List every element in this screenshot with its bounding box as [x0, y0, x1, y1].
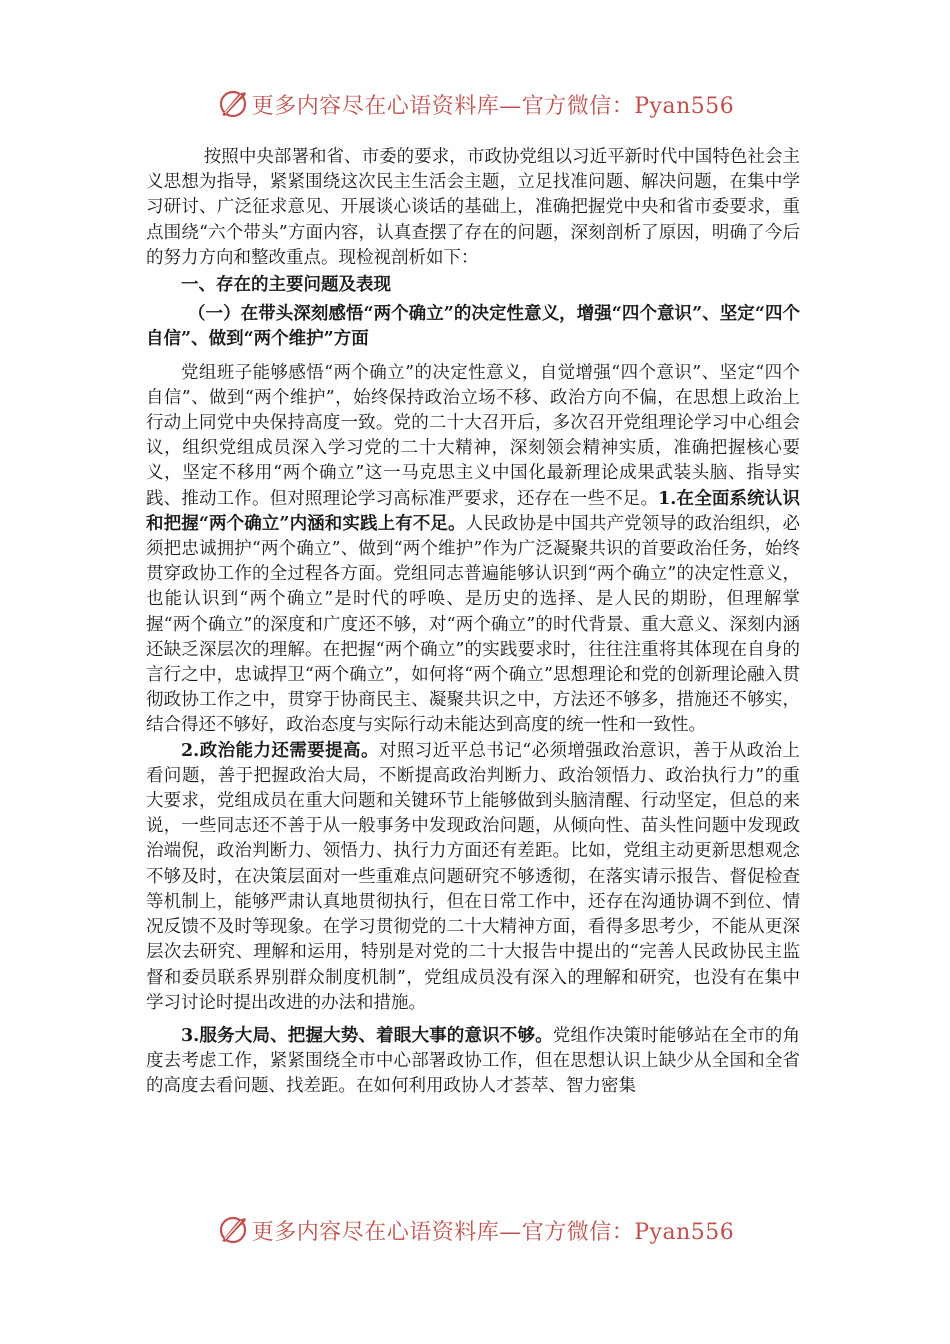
header-banner-text: 更多内容尽在心语资料库—官方微信：Pyan556 — [251, 93, 735, 119]
point-2-title: 2.政治能力还需要提高。 — [181, 740, 379, 761]
paragraph-2-body: 对照习近平总书记“必须增强政治意识，善于从政治上看问题，善于把握政治大局，不断提高政治判断力、政治领悟力、政治执行力”的重大要求，党组成员在重大问题和关键环节上能够做到头脑清醒、行动坚定，但总的来说，一些同志还不善于从一般事务中发现政治问题，从倾向性、苗头性问题中发现政治端倪，政治判断力、领悟力、执行力方面还有差距。比如，党组主动更新思想观念不够及时，在决策层面对一些重难点问题研究不够透彻，在落实请示报告、督促检查等机制上，能够严肃认真地贯彻执行，但在日常工作中，还存在沟通协调不到位、情况反馈不及时等现象。在学习贯彻党的二十大精神方面，看得多思考少，不能从更深层次去研究、理解和运用，特别是对党的二十大报告中提出的“完善人民政协民主监督和委员联系界别群众制度机制”，党组成员没有深入的理解和研究，也没有在集中学习讨论时提出改进的办法和措施。 — [146, 740, 800, 1013]
paragraph-3 — [146, 1024, 800, 1100]
document-body — [146, 145, 800, 1100]
paragraph-2 — [146, 739, 800, 1016]
section-heading: 一、存在的主要问题及表现 — [181, 275, 391, 296]
quill-logo-icon — [216, 87, 250, 121]
point-3-title: 3.服务大局、把握大势、着眼大事的意识不够。 — [181, 1025, 553, 1046]
paragraph-1-body: 人民政协是中国共产党领导的政治组织，必须把忠诚拥护“两个确立”、做到“两个维护”作为广泛凝聚共识的首要政治任务，始终贯穿政协工作的全过程各方面。党组同志普遍能够认识到“两个确立”的决定性意义，也能认识到“两个确立”是时代的呼唤、是历史的选择、是人民的期盼，但理解掌握“两个确立”的深度和广度还不够，对“两个确立”的时代背景、重大意义、深刻内涵还缺乏深层次的理解。在把握“两个确立”的实践要求时，往往注重将其体现在自身的言行之中，忠诚捍卫“两个确立”，如何将“两个确立”思想理论和党的创新理论融入贯彻政协工作之中，贯穿于协商民主、凝聚共识之中，方法还不够多，措施还不够实，结合得还不够好，政治态度与实际行动未能达到高度的统一性和一致性。 — [146, 513, 801, 736]
subsection-heading: （一）在带头深刻感悟“两个确立”的决定性意义，增强“四个意识”、坚定“四个自信”、做到“两个维护”方面 — [146, 304, 800, 350]
quill-logo-icon — [216, 1213, 250, 1247]
paragraph-1 — [146, 361, 800, 739]
intro-paragraph: 按照中央部署和省、市委的要求，市政协党组以习近平新时代中国特色社会主义思想为指导，紧紧围绕这次民主生活会主题，立足找准问题、解决问题，在集中学习研讨、广泛征求意见、开展谈心谈话的基础上，准确把握党中央和省市委要求，重点围绕“六个带头”方面内容，认真查摆了存在的问题，深刻剖析了原因，明确了今后的努力方向和整改重点。现检视剖析如下： — [146, 147, 800, 268]
header-banner — [0, 84, 950, 124]
paragraph-1-lead: 党组班子能够感悟“两个确立”的决定性意义，自觉增强“四个意识”、坚定“四个自信”、做到“两个维护”，始终保持政治立场不移、政治方向不偏，在思想上政治上行动上同党中央保持高度一致。党的二十大召开后，多次召开党组理论学习中心组会议，组织党组成员深入学习党的二十大精神，深刻领会精神实质，准确把握核心要义，坚定不移用“两个确立”这一马克思主义中国化最新理论成果武装头脑、指导实践、推动工作。但对照理论学习高标准严要求，还存在一些不足。 — [146, 362, 800, 509]
point-1-title: 1.在全面系统认识和把握“两个确立”内涵和实践上有不足。 — [146, 488, 800, 534]
footer-banner — [0, 1210, 950, 1250]
paragraph-3-body: 党组作决策时能够站在全市的角度去考虑工作，紧紧围绕全市中心部署政协工作，但在思想认识上缺少从全国和全省的高度去看问题、找差距。在如何利用政协人才荟萃、智力密集 — [146, 1025, 800, 1097]
footer-banner-text: 更多内容尽在心语资料库—官方微信：Pyan556 — [251, 1219, 735, 1245]
